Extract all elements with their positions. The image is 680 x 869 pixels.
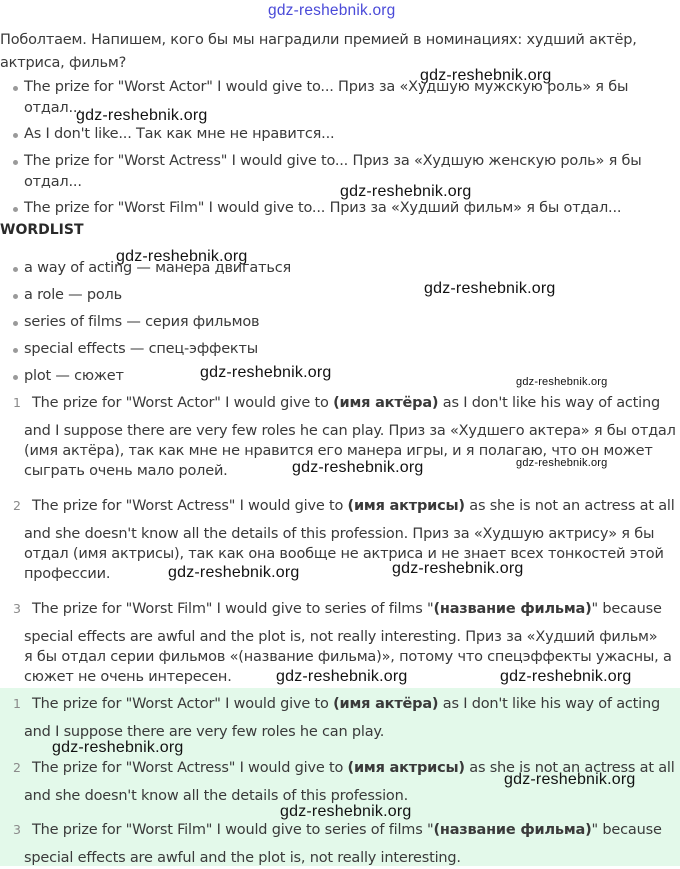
- bullet-icon: [13, 348, 18, 353]
- intro-line-2: актриса, фильм?: [0, 55, 127, 71]
- answer-3-line-2: special effects are awful and the plot is, not really interesting. Приз за «Худший фильм»: [24, 629, 658, 645]
- wordlist-title: WORDLIST: [0, 222, 84, 238]
- answer-number: 2: [13, 760, 21, 775]
- answer-2-line-4: профессии.: [24, 566, 111, 582]
- watermark: gdz-reshebnik.org: [52, 739, 184, 756]
- answer-en-1-line-1: The prize for "Worst Actor" I would give to (имя актёра) as I don't like his way of acting: [32, 696, 660, 712]
- bullet-icon: [13, 160, 18, 165]
- answer-2-line-3: отдал (имя актрисы), так как она вообще не актриса и не знает всех тонкостей этой: [24, 546, 664, 562]
- answer-3-line-1: The prize for "Worst Film" I would give to series of films "(название фильма)" because: [32, 601, 662, 617]
- wordlist-item: plot — сюжет: [24, 368, 124, 384]
- watermark: gdz-reshebnik.org: [504, 771, 636, 788]
- watermark: gdz-reshebnik.org: [516, 457, 608, 469]
- answer-1-line-3: (имя актёра), так как мне не нравится его манера игры, и я полагаю, что он может: [24, 443, 653, 459]
- watermark: gdz-reshebnik.org: [276, 668, 408, 685]
- watermark: gdz-reshebnik.org: [424, 280, 556, 297]
- watermark: gdz-reshebnik.org: [116, 248, 248, 265]
- phrase-1-line-2: отдал...: [24, 100, 82, 116]
- wordlist-item: a role — роль: [24, 287, 122, 303]
- watermark: gdz-reshebnik.org: [168, 564, 300, 581]
- answer-number: 3: [13, 822, 21, 837]
- watermark: gdz-reshebnik.org: [392, 560, 524, 577]
- answer-number: 1: [13, 395, 21, 410]
- answer-en-1-line-2: and I suppose there are very few roles he can play.: [24, 724, 385, 740]
- answer-1-line-1: The prize for "Worst Actor" I would give to (имя актёра) as I don't like his way of acting: [32, 395, 660, 411]
- bullet-icon: [13, 375, 18, 380]
- answer-en-3-line-2: special effects are awful and the plot is, not really interesting.: [24, 850, 461, 866]
- answer-number: 3: [13, 601, 21, 616]
- phrase-2: As I don't like... Так как мне не нравится...: [24, 126, 335, 142]
- watermark: gdz-reshebnik.org: [76, 107, 208, 124]
- watermark: gdz-reshebnik.org: [420, 67, 552, 84]
- watermark: gdz-reshebnik.org: [516, 376, 608, 388]
- phrase-3-line-1: The prize for "Worst Actress" I would give to... Приз за «Худшую женскую роль» я бы: [24, 153, 642, 169]
- answer-number: 2: [13, 498, 21, 513]
- wordlist-item: series of films — серия фильмов: [24, 314, 260, 330]
- answer-2-line-1: The prize for "Worst Actress" I would give to (имя актрисы) as she is not an actress at all: [32, 498, 675, 514]
- answer-3-line-3: я бы отдал серии фильмов «(название фильма)», потому что спецэффекты ужасны, а: [24, 649, 672, 665]
- intro-line-1: Поболтаем. Напишем, кого бы мы наградили премией в номинациях: худший актёр,: [0, 32, 637, 48]
- watermark: gdz-reshebnik.org: [292, 459, 424, 476]
- bullet-icon: [13, 133, 18, 138]
- answer-en-2-line-2: and she doesn't know all the details of this profession.: [24, 788, 408, 804]
- answer-1-line-2: and I suppose there are very few roles he can play. Приз за «Худшего актера» я бы отдал: [24, 423, 676, 439]
- watermark: gdz-reshebnik.org: [200, 364, 332, 381]
- bullet-icon: [13, 207, 18, 212]
- site-header-watermark[interactable]: gdz-reshebnik.org: [268, 2, 396, 19]
- watermark: gdz-reshebnik.org: [500, 668, 632, 685]
- bullet-icon: [13, 267, 18, 272]
- watermark: gdz-reshebnik.org: [340, 183, 472, 200]
- answer-number: 1: [13, 696, 21, 711]
- answer-en-2-line-1: The prize for "Worst Actress" I would give to (имя актрисы) as she is not an actress at all: [32, 760, 675, 776]
- bullet-icon: [13, 294, 18, 299]
- phrase-4: The prize for "Worst Film" I would give to... Приз за «Худший фильм» я бы отдал...: [24, 200, 622, 216]
- phrase-1-line-1: The prize for "Worst Actor" I would give to... Приз за «Худшую мужскую роль» я бы: [24, 79, 629, 95]
- wordlist-item: special effects — спец-эффекты: [24, 341, 258, 357]
- bullet-icon: [13, 86, 18, 91]
- phrase-3-line-2: отдал...: [24, 174, 82, 190]
- answer-1-line-4: сыграть очень мало ролей.: [24, 463, 228, 479]
- answer-2-line-2: and she doesn't know all the details of this profession. Приз за «Худшую актрису» я бы: [24, 526, 655, 542]
- wordlist-item: a way of acting — манера двигаться: [24, 260, 292, 276]
- bullet-icon: [13, 321, 18, 326]
- answer-3-line-4: сюжет не очень интересен.: [24, 669, 232, 685]
- watermark: gdz-reshebnik.org: [280, 803, 412, 820]
- answer-en-3-line-1: The prize for "Worst Film" I would give to series of films "(название фильма)" because: [32, 822, 662, 838]
